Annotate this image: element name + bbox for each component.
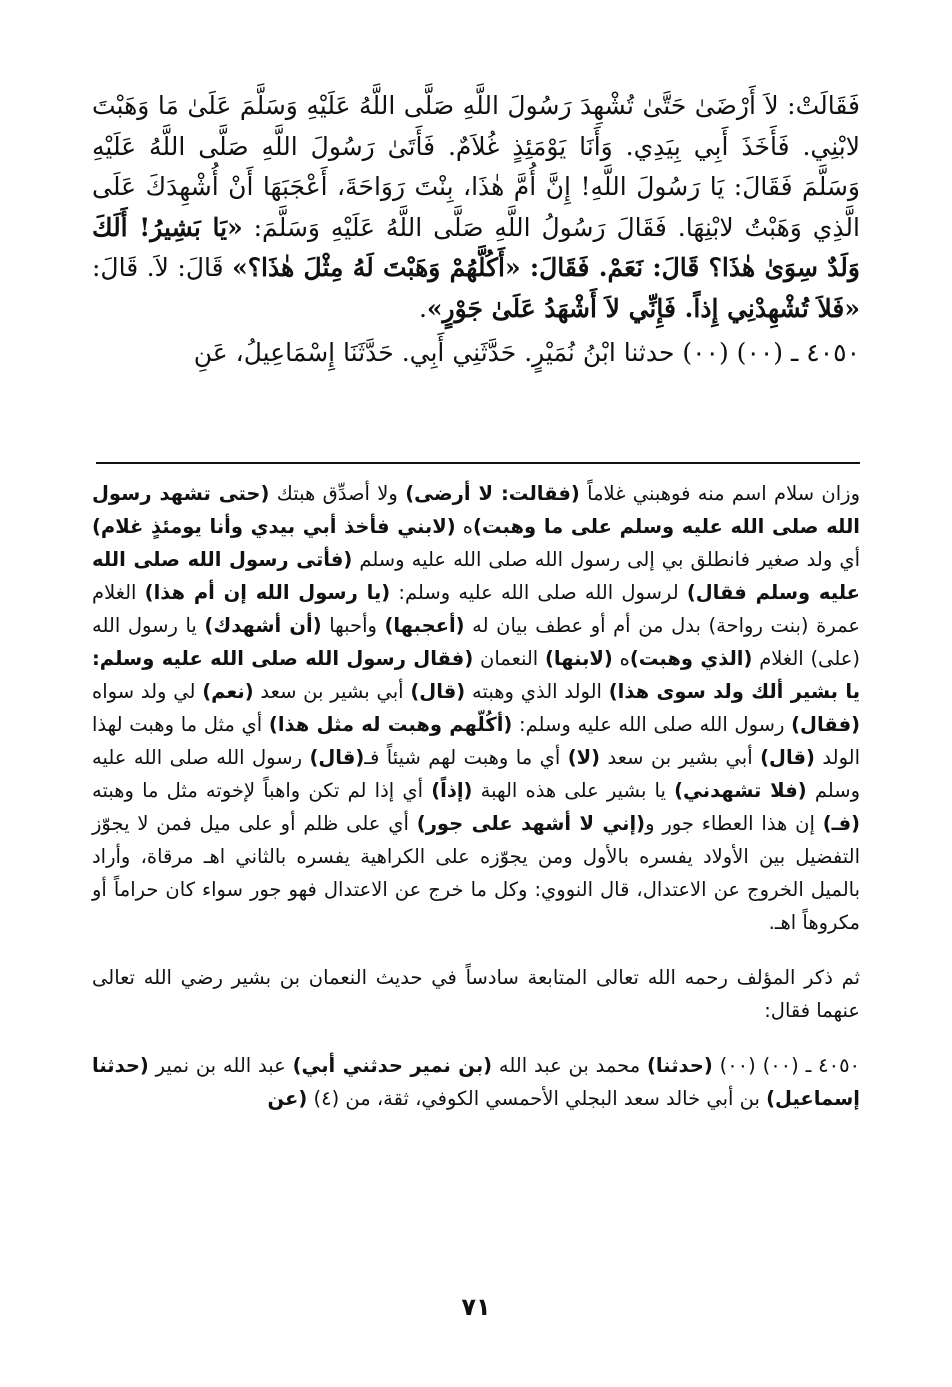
commentary-bold: (قال)	[410, 680, 466, 703]
hadith-text	[92, 86, 860, 374]
commentary-bold: (فقالت: لا أرضى)	[405, 482, 580, 505]
commentary-bold: (لابنها)	[545, 647, 613, 670]
commentary-segment: أي على ظلم أو على ميل فمن لا يجوّز التفضيل بين الأولاد يفسره بالأول ومن يجوّزه على الكراهية يفسره بالثاني اهـ مرقاة، وأراد بالميل الخروج عن الاعتدال، قال النووي: وكل ما خرج عن الاعتدال فهو جور سواء كان حراماً أو مكروهاً اهـ.	[92, 812, 860, 934]
commentary-segment: أبي بشير بن سعد	[600, 746, 761, 769]
commentary-bold: (الذي وهبت)	[629, 647, 753, 670]
commentary-bold: (فلا تشهدني)	[674, 779, 807, 802]
commentary-segment: وزان سلام اسم منه فوهبني غلاماً	[579, 482, 860, 505]
hadith-quote-bold: «فَلاَ تُشْهِدْنِي إِذاً. فَإِنِّي لاَ أَشْهَدُ عَلَىٰ جَوْرٍ»	[426, 293, 860, 323]
commentary-bold: (يا رسول الله إن أم هذا)	[144, 581, 391, 604]
commentary-bold: (أعجبها)	[384, 614, 465, 637]
commentary-paragraph	[92, 477, 860, 939]
hadith-paragraph	[92, 86, 860, 329]
commentary-bold: (إني لا أشهد على جور)	[416, 812, 646, 835]
commentary-segment: يا رسول الله (على) الغلام	[92, 614, 861, 670]
commentary-bold: (حدثنا)	[647, 1054, 713, 1077]
commentary-bold: (قال)	[760, 746, 815, 769]
commentary-segment: وأحبها	[321, 614, 385, 637]
commentary-bold: (لابني فأخذ أبي بيدي وأنا يومئذٍ غلام)	[92, 515, 456, 538]
commentary-bold: (فقال رسول الله صلى الله عليه وسلم: يا بشير ألك ولد سوى هذا)	[92, 647, 861, 703]
commentary-segment: أي ما وهبت لهم شيئاً فـ	[364, 746, 568, 769]
commentary-bold: (قال)	[309, 746, 365, 769]
hadith-segment: .	[418, 293, 427, 323]
commentary-segment: ه	[455, 515, 473, 538]
commentary-bold: (أن أشهدك)	[204, 614, 322, 637]
commentary-segment: رسول الله صلى الله عليه وسلم:	[512, 713, 792, 736]
commentary-bold: (حدثنا إسماعيل)	[92, 1054, 860, 1110]
page-number: ٧١	[461, 1293, 491, 1321]
commentary-bold: (أكُلّهم وهبت له مثل هذا)	[268, 713, 513, 736]
commentary-bold: (إذاً)	[431, 779, 473, 802]
commentary-segment: أبي بشير بن سعد	[253, 680, 411, 703]
commentary-bold: (بن نمير حدثني أبي)	[292, 1054, 493, 1077]
commentary-bold: (نعم)	[202, 680, 254, 703]
hadith-segment: فَقَالَتْ: لاَ أَرْضَىٰ حَتَّىٰ تُشْهِدَ رَسُولَ اللَّهِ صَلَّى اللَّهُ عَلَيْهِ وَسَلَّمَ عَلَىٰ مَا وَهَبْتَ لابْنِي. فَأَخَذَ أَبِي بِيَدِي. وَأَنَا يَوْمَئِذٍ غُلاَمٌ. فَأَتَىٰ رَسُولَ اللَّهِ صَلَّى اللَّهُ عَلَيْهِ وَسَلَّمَ فَقَالَ: يَا رَسُولَ اللَّهِ! إِنَّ أُمَّ هٰذَا، بِنْتَ رَوَاحَةَ، أَعْجَبَهَا أَنْ أُشْهِدَكَ عَلَى الَّذِي وَهَبْتُ لابْنِهَا. فَقَالَ رَسُولُ اللَّهِ صَلَّى اللَّهُ عَلَيْهِ وَسَلَّمَ:	[92, 91, 860, 242]
commentary-bold: (عن	[267, 1087, 308, 1110]
commentary-text	[92, 477, 860, 1115]
commentary-segment: لي ولد سواه	[92, 680, 203, 703]
commentary-bold: (فقال)	[791, 713, 860, 736]
commentary-bold: (حتى تشهد رسول الله صلى الله عليه وسلم على ما وهبت)	[92, 482, 860, 538]
commentary-segment: عبد الله بن نمير	[148, 1054, 293, 1077]
commentary-segment: ه	[612, 647, 630, 670]
footnote-divider	[96, 462, 860, 464]
commentary-intro: ثم ذكر المؤلف رحمه الله تعالى المتابعة سادساً في حديث النعمان بن بشير رضي الله تعالى عنهما فقال:	[92, 966, 860, 1022]
hadith-segment: قَالَ: لاَ. قَالَ:	[92, 253, 233, 282]
commentary-segment: أي ولد صغير فانطلق بي إلى رسول الله صلى الله عليه وسلم	[352, 548, 860, 571]
commentary-bold: (فـ)	[822, 812, 861, 835]
commentary-chain	[92, 1049, 860, 1115]
commentary-segment: الغلام عمرة (بنت رواحة) بدل من أم أو عطف بيان له	[92, 581, 860, 637]
commentary-segment: بن أبي خالد سعد البجلي الأحمسي الكوفي، ثقة، من (٤)	[307, 1087, 767, 1110]
hadith-chain-line: ٤٠٥٠ ـ (٠٠) (٠٠) حدثنا ابْنُ نُمَيْرٍ. حَدَّثَنِي أَبِي. حَدَّثَنَا إِسْمَاعِيلُ، عَنِ	[193, 338, 860, 367]
commentary-segment: إن هذا العطاء جور و	[645, 812, 823, 835]
commentary-segment: أي مثل ما وهبت لهذا الولد	[92, 713, 861, 769]
commentary-segment: ٤٠٥٠ ـ (٠٠) (٠٠)	[712, 1054, 861, 1077]
commentary-segment: ولا أصدِّق هبتك	[269, 482, 406, 505]
commentary-segment: النعمان	[473, 647, 545, 670]
hadith-quote-bold: «يَا بَشِيرُ! أَلَكَ وَلَدٌ سِوَىٰ هٰذَا؟ قَالَ: نَعَمْ. فَقَالَ: «أَكُلَّهُمْ وَهَبْتَ لَهُ مِثْلَ هٰذَا؟»	[92, 212, 860, 282]
commentary-bold: (لا)	[567, 746, 601, 769]
commentary-segment: لرسول الله صلى الله عليه وسلم:	[390, 581, 687, 604]
commentary-segment: يا بشير على هذه الهبة	[472, 779, 675, 802]
commentary-segment: رسول الله صلى الله عليه وسلم	[92, 746, 861, 802]
commentary-segment: أي إذا لم تكن واهباً لإخوته مثل ما وهبته	[92, 779, 432, 802]
commentary-bold: (فأتى رسول الله صلى الله عليه وسلم فقال)	[92, 548, 860, 604]
commentary-segment: الولد الذي وهبته	[465, 680, 609, 703]
commentary-segment: محمد بن عبد الله	[492, 1054, 648, 1077]
